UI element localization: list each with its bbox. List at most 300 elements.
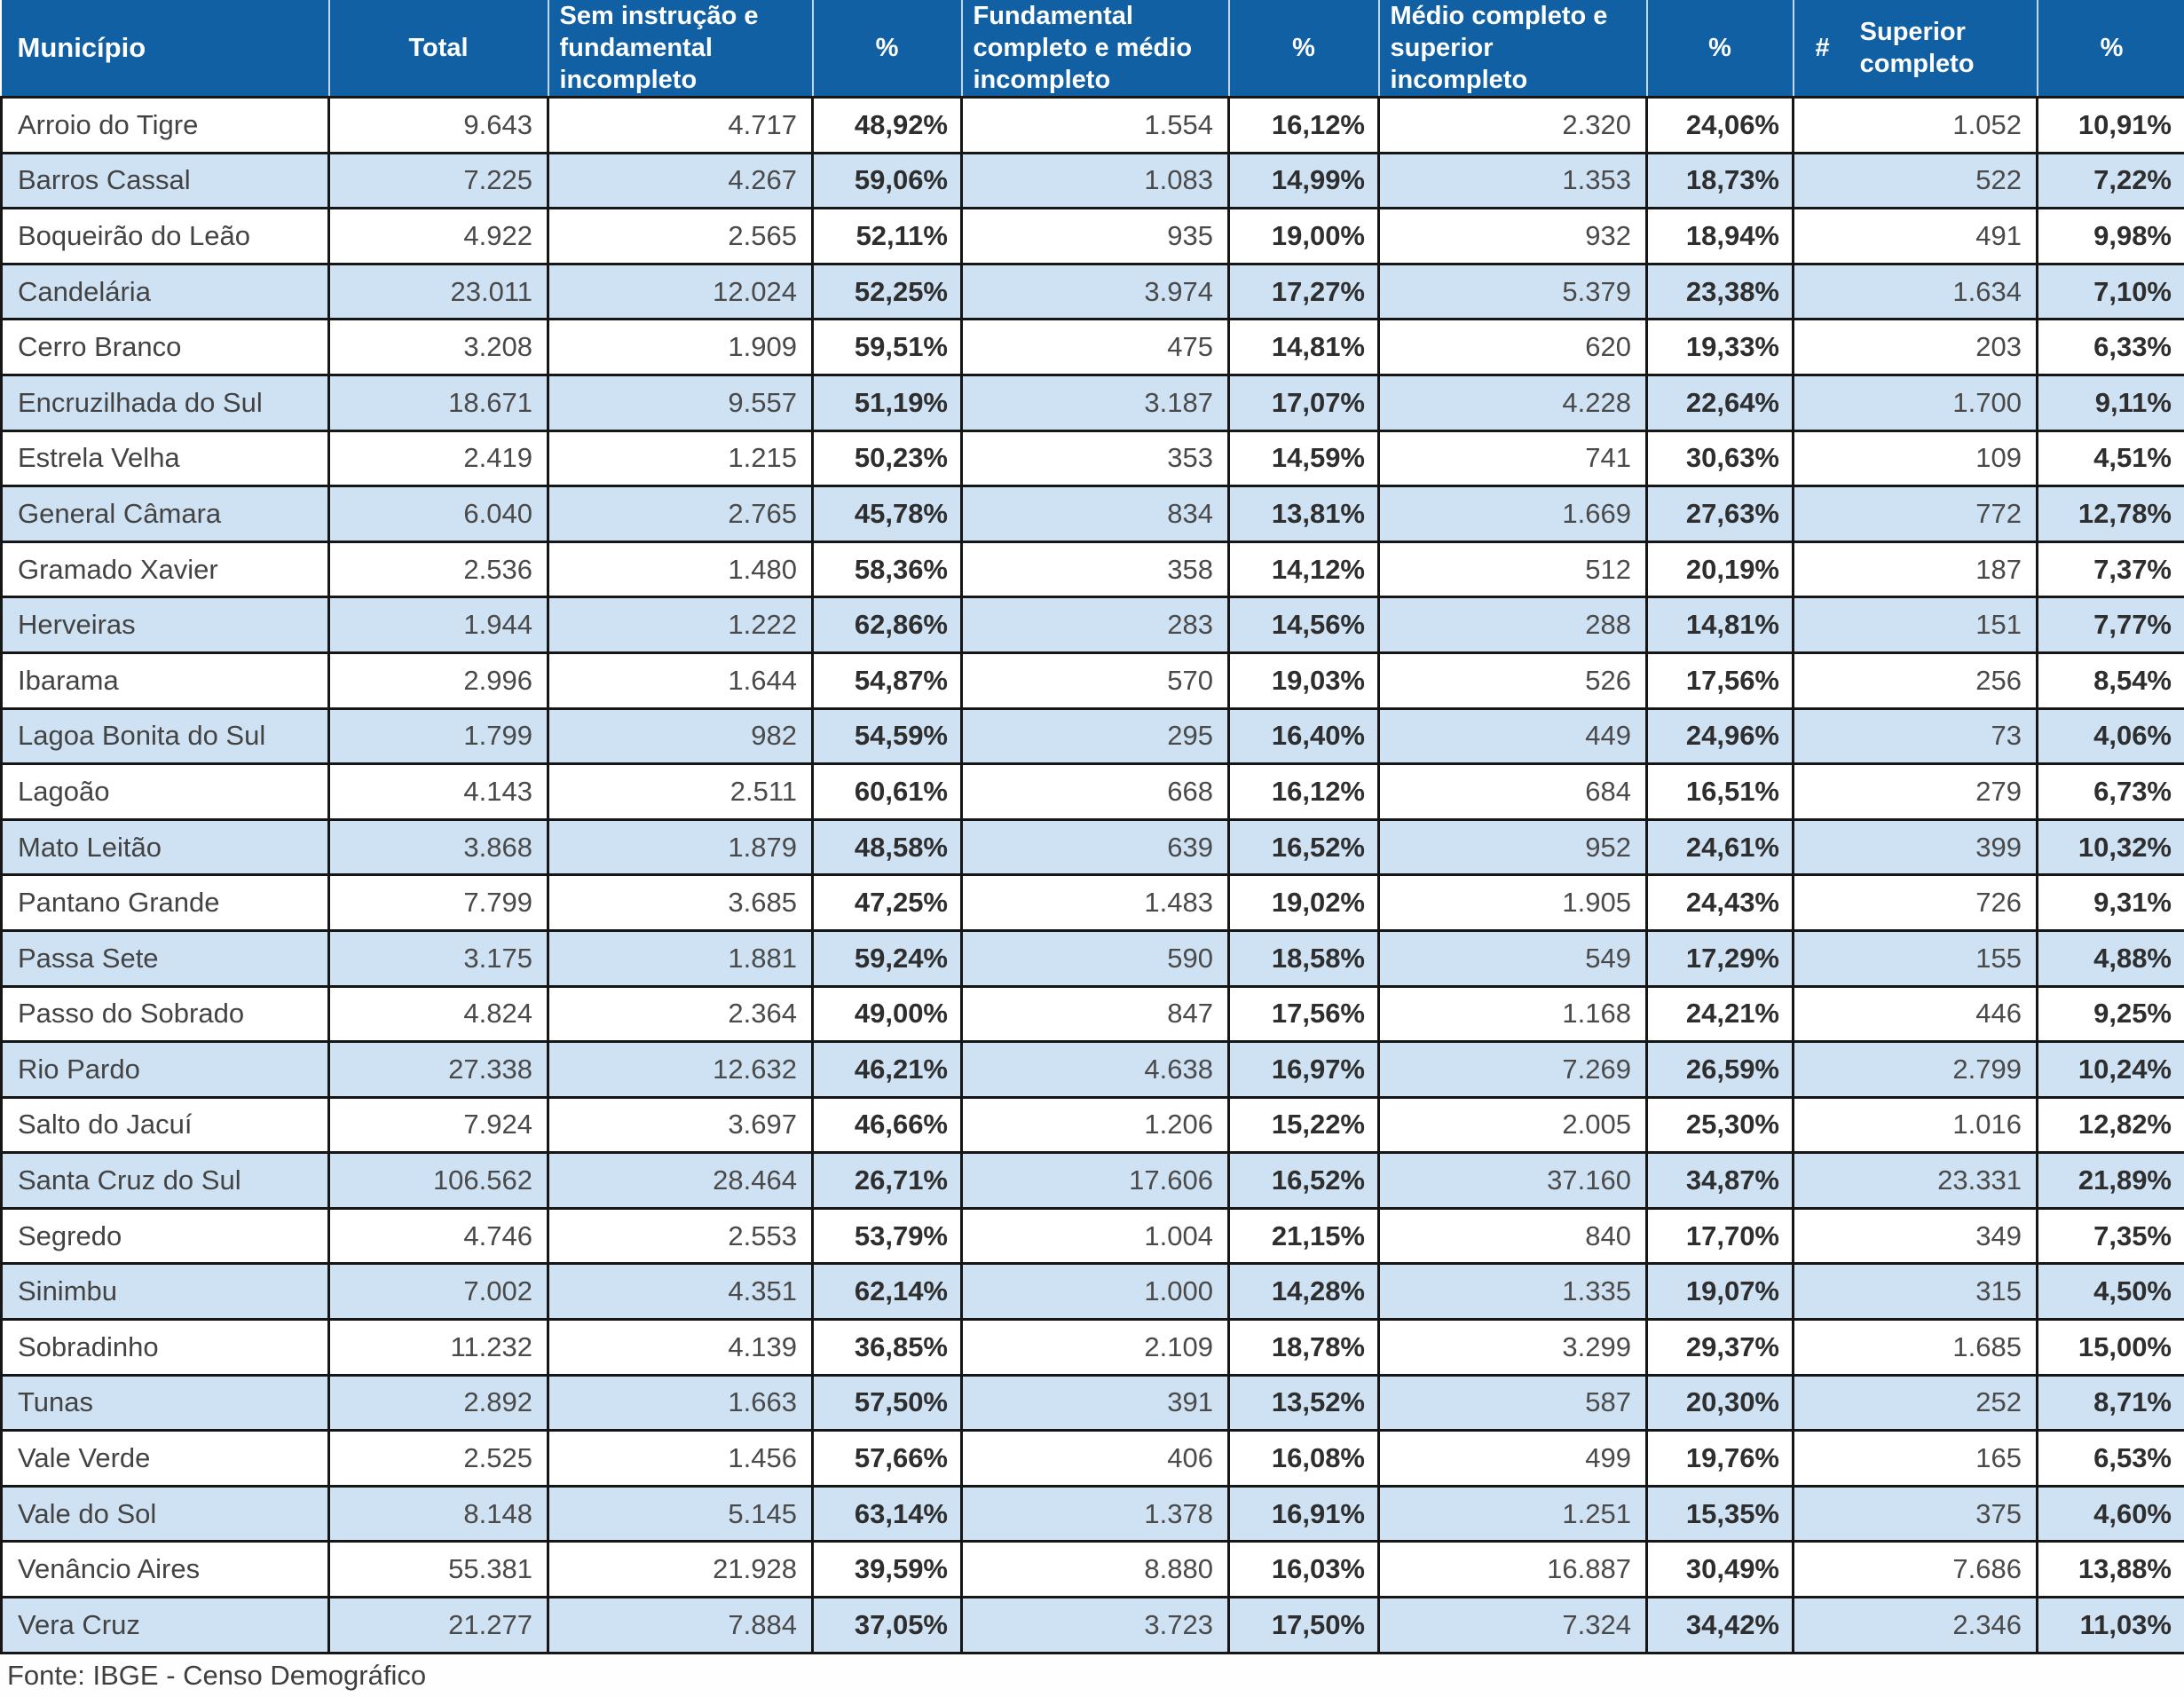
cell-superior-pct: 12,82% [2038, 1097, 2184, 1153]
cell-sem-instrucao: 2.511 [548, 764, 813, 820]
cell-municipio: Lagoão [2, 764, 329, 820]
cell-medio: 2.005 [1379, 1097, 1647, 1153]
table-row [2, 1542, 2184, 1598]
cell-fundamental-pct: 14,28% [1229, 1264, 1379, 1320]
cell-fundamental: 1.206 [962, 1097, 1229, 1153]
cell-medio-pct: 16,51% [1647, 764, 1794, 820]
table-row [2, 819, 2184, 875]
cell-fundamental-pct: 17,50% [1229, 1598, 1379, 1654]
cell-medio: 741 [1379, 430, 1647, 486]
cell-total: 21.277 [329, 1598, 548, 1654]
cell-medio: 7.324 [1379, 1598, 1647, 1654]
cell-total: 106.562 [329, 1153, 548, 1209]
cell-sem-instrucao: 1.215 [548, 430, 813, 486]
table-row [2, 1598, 2184, 1654]
cell-sem-instrucao: 1.480 [548, 541, 813, 597]
cell-total: 9.643 [329, 98, 548, 154]
cell-sem-instrucao-pct: 59,06% [813, 153, 962, 209]
cell-sem-instrucao: 1.663 [548, 1375, 813, 1431]
cell-total: 7.002 [329, 1264, 548, 1320]
table-row [2, 875, 2184, 931]
cell-fundamental: 353 [962, 430, 1229, 486]
cell-sem-instrucao: 9.557 [548, 375, 813, 430]
table-row [2, 930, 2184, 986]
cell-fundamental-pct: 16,52% [1229, 1153, 1379, 1209]
header-medio-pct: % [1647, 0, 1794, 98]
cell-municipio: Passo do Sobrado [2, 986, 329, 1042]
cell-fundamental-pct: 14,99% [1229, 153, 1379, 209]
cell-superior-pct: 7,77% [2038, 597, 2184, 653]
cell-fundamental-pct: 14,81% [1229, 320, 1379, 375]
table-header [2, 0, 2184, 98]
cell-superior: 1.685 [1794, 1320, 2038, 1376]
cell-medio: 684 [1379, 764, 1647, 820]
cell-sem-instrucao-pct: 62,86% [813, 597, 962, 653]
cell-superior-pct: 13,88% [2038, 1542, 2184, 1598]
cell-sem-instrucao-pct: 58,36% [813, 541, 962, 597]
cell-municipio: Barros Cassal [2, 153, 329, 209]
cell-sem-instrucao: 28.464 [548, 1153, 813, 1209]
table-row [2, 541, 2184, 597]
header-superior [1794, 0, 2038, 98]
cell-medio-pct: 17,56% [1647, 652, 1794, 708]
cell-medio: 2.320 [1379, 98, 1647, 154]
cell-total: 2.996 [329, 652, 548, 708]
table-body [2, 98, 2184, 1654]
cell-total: 18.671 [329, 375, 548, 430]
cell-total: 2.536 [329, 541, 548, 597]
cell-medio-pct: 25,30% [1647, 1097, 1794, 1153]
cell-medio: 37.160 [1379, 1153, 1647, 1209]
cell-sem-instrucao: 4.139 [548, 1320, 813, 1376]
cell-municipio: Gramado Xavier [2, 541, 329, 597]
cell-sem-instrucao: 1.881 [548, 930, 813, 986]
cell-sem-instrucao-pct: 54,59% [813, 708, 962, 764]
cell-fundamental: 639 [962, 819, 1229, 875]
cell-fundamental-pct: 18,58% [1229, 930, 1379, 986]
cell-medio-pct: 18,73% [1647, 153, 1794, 209]
cell-medio-pct: 23,38% [1647, 264, 1794, 320]
cell-superior: 165 [1794, 1431, 2038, 1487]
cell-medio: 5.379 [1379, 264, 1647, 320]
cell-medio-pct: 17,70% [1647, 1208, 1794, 1264]
cell-superior-pct: 4,50% [2038, 1264, 2184, 1320]
cell-superior-pct: 9,98% [2038, 209, 2184, 264]
cell-superior-pct: 6,33% [2038, 320, 2184, 375]
cell-fundamental: 391 [962, 1375, 1229, 1431]
cell-fundamental-pct: 21,15% [1229, 1208, 1379, 1264]
cell-medio: 1.353 [1379, 153, 1647, 209]
cell-sem-instrucao-pct: 45,78% [813, 486, 962, 542]
cell-total: 3.868 [329, 819, 548, 875]
cell-municipio: Sinimbu [2, 1264, 329, 1320]
cell-sem-instrucao: 2.765 [548, 486, 813, 542]
cell-medio-pct: 27,63% [1647, 486, 1794, 542]
table-row [2, 1097, 2184, 1153]
cell-fundamental: 406 [962, 1431, 1229, 1487]
cell-municipio: Vale Verde [2, 1431, 329, 1487]
header-municipio: Município [2, 0, 329, 98]
cell-medio: 932 [1379, 209, 1647, 264]
cell-municipio: Mato Leitão [2, 819, 329, 875]
cell-sem-instrucao-pct: 36,85% [813, 1320, 962, 1376]
cell-municipio: Tunas [2, 1375, 329, 1431]
table-row [2, 1431, 2184, 1487]
cell-sem-instrucao-pct: 47,25% [813, 875, 962, 931]
cell-municipio: Santa Cruz do Sul [2, 1153, 329, 1209]
cell-superior: 349 [1794, 1208, 2038, 1264]
cell-superior: 279 [1794, 764, 2038, 820]
cell-superior: 1.052 [1794, 98, 2038, 154]
cell-total: 11.232 [329, 1320, 548, 1376]
cell-sem-instrucao-pct: 63,14% [813, 1486, 962, 1542]
cell-medio: 1.335 [1379, 1264, 1647, 1320]
cell-municipio: Segredo [2, 1208, 329, 1264]
cell-medio: 512 [1379, 541, 1647, 597]
cell-superior: 155 [1794, 930, 2038, 986]
cell-medio-pct: 20,19% [1647, 541, 1794, 597]
cell-sem-instrucao: 7.884 [548, 1598, 813, 1654]
table-row [2, 1320, 2184, 1376]
table-row [2, 1042, 2184, 1098]
cell-sem-instrucao-pct: 50,23% [813, 430, 962, 486]
cell-fundamental: 1.378 [962, 1486, 1229, 1542]
cell-fundamental: 1.004 [962, 1208, 1229, 1264]
cell-municipio: Vera Cruz [2, 1598, 329, 1654]
table-row [2, 1208, 2184, 1264]
cell-medio-pct: 22,64% [1647, 375, 1794, 430]
header-fundamental-pct: % [1229, 0, 1379, 98]
cell-fundamental: 3.723 [962, 1598, 1229, 1654]
cell-fundamental-pct: 17,07% [1229, 375, 1379, 430]
cell-fundamental: 1.000 [962, 1264, 1229, 1320]
cell-fundamental-pct: 16,12% [1229, 764, 1379, 820]
cell-fundamental-pct: 18,78% [1229, 1320, 1379, 1376]
cell-medio-pct: 19,33% [1647, 320, 1794, 375]
cell-superior: 256 [1794, 652, 2038, 708]
cell-total: 4.922 [329, 209, 548, 264]
cell-municipio: Encruzilhada do Sul [2, 375, 329, 430]
cell-municipio: Estrela Velha [2, 430, 329, 486]
cell-medio-pct: 34,42% [1647, 1598, 1794, 1654]
cell-total: 6.040 [329, 486, 548, 542]
cell-superior-pct: 4,60% [2038, 1486, 2184, 1542]
cell-superior: 203 [1794, 320, 2038, 375]
cell-fundamental-pct: 19,02% [1229, 875, 1379, 931]
cell-total: 3.175 [329, 930, 548, 986]
cell-superior-pct: 4,06% [2038, 708, 2184, 764]
cell-superior: 446 [1794, 986, 2038, 1042]
cell-total: 7.799 [329, 875, 548, 931]
cell-fundamental: 570 [962, 652, 1229, 708]
cell-superior-pct: 7,35% [2038, 1208, 2184, 1264]
cell-sem-instrucao-pct: 59,24% [813, 930, 962, 986]
cell-fundamental: 3.187 [962, 375, 1229, 430]
cell-fundamental-pct: 16,52% [1229, 819, 1379, 875]
cell-total: 55.381 [329, 1542, 548, 1598]
cell-medio-pct: 30,49% [1647, 1542, 1794, 1598]
cell-sem-instrucao: 21.928 [548, 1542, 813, 1598]
cell-sem-instrucao-pct: 46,66% [813, 1097, 962, 1153]
cell-sem-instrucao-pct: 57,50% [813, 1375, 962, 1431]
cell-sem-instrucao-pct: 46,21% [813, 1042, 962, 1098]
cell-fundamental: 2.109 [962, 1320, 1229, 1376]
cell-superior-pct: 10,91% [2038, 98, 2184, 154]
cell-superior-pct: 11,03% [2038, 1598, 2184, 1654]
cell-medio-pct: 20,30% [1647, 1375, 1794, 1431]
cell-medio-pct: 29,37% [1647, 1320, 1794, 1376]
cell-sem-instrucao-pct: 59,51% [813, 320, 962, 375]
cell-medio: 1.251 [1379, 1486, 1647, 1542]
cell-medio: 4.228 [1379, 375, 1647, 430]
cell-municipio: Arroio do Tigre [2, 98, 329, 154]
cell-medio: 1.168 [1379, 986, 1647, 1042]
cell-total: 7.225 [329, 153, 548, 209]
cell-superior-pct: 7,10% [2038, 264, 2184, 320]
cell-total: 2.419 [329, 430, 548, 486]
cell-medio-pct: 19,76% [1647, 1431, 1794, 1487]
table-row [2, 320, 2184, 375]
header-superior-label: Superior completo [1860, 16, 2002, 80]
cell-medio-pct: 26,59% [1647, 1042, 1794, 1098]
cell-medio-pct: 14,81% [1647, 597, 1794, 653]
cell-fundamental: 3.974 [962, 264, 1229, 320]
table-row [2, 153, 2184, 209]
cell-total: 1.799 [329, 708, 548, 764]
cell-sem-instrucao-pct: 52,25% [813, 264, 962, 320]
cell-superior: 252 [1794, 1375, 2038, 1431]
cell-total: 27.338 [329, 1042, 548, 1098]
cell-fundamental-pct: 16,91% [1229, 1486, 1379, 1542]
cell-sem-instrucao: 2.553 [548, 1208, 813, 1264]
cell-fundamental: 283 [962, 597, 1229, 653]
cell-superior-pct: 10,24% [2038, 1042, 2184, 1098]
cell-fundamental: 1.083 [962, 153, 1229, 209]
cell-sem-instrucao-pct: 39,59% [813, 1542, 962, 1598]
table-row [2, 764, 2184, 820]
cell-sem-instrucao: 2.565 [548, 209, 813, 264]
cell-medio: 288 [1379, 597, 1647, 653]
cell-superior-pct: 8,71% [2038, 1375, 2184, 1431]
cell-superior-pct: 21,89% [2038, 1153, 2184, 1209]
cell-fundamental-pct: 16,08% [1229, 1431, 1379, 1487]
cell-total: 2.892 [329, 1375, 548, 1431]
header-superior-hash: # [1816, 32, 1830, 64]
cell-medio-pct: 24,06% [1647, 98, 1794, 154]
cell-medio-pct: 17,29% [1647, 930, 1794, 986]
cell-municipio: Vale do Sol [2, 1486, 329, 1542]
cell-fundamental: 935 [962, 209, 1229, 264]
cell-superior-pct: 10,32% [2038, 819, 2184, 875]
cell-sem-instrucao: 4.351 [548, 1264, 813, 1320]
cell-superior-pct: 15,00% [2038, 1320, 2184, 1376]
table-row [2, 986, 2184, 1042]
cell-sem-instrucao: 4.717 [548, 98, 813, 154]
cell-medio: 549 [1379, 930, 1647, 986]
cell-medio: 1.905 [1379, 875, 1647, 931]
cell-municipio: Venâncio Aires [2, 1542, 329, 1598]
cell-sem-instrucao-pct: 51,19% [813, 375, 962, 430]
cell-fundamental: 358 [962, 541, 1229, 597]
cell-fundamental: 834 [962, 486, 1229, 542]
cell-sem-instrucao: 1.879 [548, 819, 813, 875]
cell-sem-instrucao: 3.685 [548, 875, 813, 931]
cell-superior-pct: 12,78% [2038, 486, 2184, 542]
cell-medio: 587 [1379, 1375, 1647, 1431]
cell-sem-instrucao: 3.697 [548, 1097, 813, 1153]
cell-fundamental: 590 [962, 930, 1229, 986]
cell-superior-pct: 8,54% [2038, 652, 2184, 708]
cell-fundamental-pct: 14,12% [1229, 541, 1379, 597]
table-row [2, 1375, 2184, 1431]
cell-medio: 499 [1379, 1431, 1647, 1487]
cell-fundamental: 1.554 [962, 98, 1229, 154]
cell-superior-pct: 6,53% [2038, 1431, 2184, 1487]
cell-superior-pct: 9,25% [2038, 986, 2184, 1042]
cell-superior-pct: 7,37% [2038, 541, 2184, 597]
cell-sem-instrucao-pct: 48,58% [813, 819, 962, 875]
table-row [2, 486, 2184, 542]
cell-fundamental: 475 [962, 320, 1229, 375]
cell-superior-pct: 4,88% [2038, 930, 2184, 986]
cell-total: 23.011 [329, 264, 548, 320]
cell-fundamental-pct: 14,56% [1229, 597, 1379, 653]
cell-total: 4.746 [329, 1208, 548, 1264]
cell-total: 7.924 [329, 1097, 548, 1153]
cell-superior-pct: 7,22% [2038, 153, 2184, 209]
header-sem-instrucao: Sem instrução e fundamental incompleto [548, 0, 813, 98]
cell-fundamental-pct: 17,56% [1229, 986, 1379, 1042]
cell-medio: 620 [1379, 320, 1647, 375]
cell-superior: 1.634 [1794, 264, 2038, 320]
cell-superior: 2.799 [1794, 1042, 2038, 1098]
cell-total: 3.208 [329, 320, 548, 375]
cell-sem-instrucao-pct: 57,66% [813, 1431, 962, 1487]
cell-fundamental: 1.483 [962, 875, 1229, 931]
cell-fundamental: 295 [962, 708, 1229, 764]
cell-superior: 399 [1794, 819, 2038, 875]
cell-superior: 109 [1794, 430, 2038, 486]
cell-sem-instrucao-pct: 52,11% [813, 209, 962, 264]
cell-superior: 726 [1794, 875, 2038, 931]
cell-superior: 73 [1794, 708, 2038, 764]
cell-superior-pct: 6,73% [2038, 764, 2184, 820]
cell-municipio: Boqueirão do Leão [2, 209, 329, 264]
cell-municipio: Ibarama [2, 652, 329, 708]
cell-fundamental-pct: 17,27% [1229, 264, 1379, 320]
cell-fundamental: 4.638 [962, 1042, 1229, 1098]
cell-total: 2.525 [329, 1431, 548, 1487]
table-row [2, 652, 2184, 708]
cell-sem-instrucao-pct: 53,79% [813, 1208, 962, 1264]
cell-superior: 1.700 [1794, 375, 2038, 430]
cell-medio: 7.269 [1379, 1042, 1647, 1098]
cell-medio: 3.299 [1379, 1320, 1647, 1376]
cell-sem-instrucao: 1.456 [548, 1431, 813, 1487]
cell-sem-instrucao: 982 [548, 708, 813, 764]
cell-sem-instrucao: 12.024 [548, 264, 813, 320]
cell-superior: 375 [1794, 1486, 2038, 1542]
cell-medio: 526 [1379, 652, 1647, 708]
table-row [2, 1486, 2184, 1542]
cell-fundamental-pct: 16,97% [1229, 1042, 1379, 1098]
cell-medio-pct: 15,35% [1647, 1486, 1794, 1542]
cell-total: 4.143 [329, 764, 548, 820]
cell-fundamental-pct: 19,00% [1229, 209, 1379, 264]
cell-superior: 7.686 [1794, 1542, 2038, 1598]
cell-superior: 1.016 [1794, 1097, 2038, 1153]
cell-municipio: Rio Pardo [2, 1042, 329, 1098]
cell-medio: 16.887 [1379, 1542, 1647, 1598]
cell-medio-pct: 24,43% [1647, 875, 1794, 931]
cell-superior-pct: 9,11% [2038, 375, 2184, 430]
cell-superior: 522 [1794, 153, 2038, 209]
cell-municipio: Candelária [2, 264, 329, 320]
cell-superior: 491 [1794, 209, 2038, 264]
table-row [2, 1153, 2184, 1209]
cell-sem-instrucao: 12.632 [548, 1042, 813, 1098]
cell-total: 4.824 [329, 986, 548, 1042]
cell-medio: 952 [1379, 819, 1647, 875]
cell-superior: 151 [1794, 597, 2038, 653]
cell-municipio: Sobradinho [2, 1320, 329, 1376]
cell-sem-instrucao-pct: 48,92% [813, 98, 962, 154]
table-row [2, 264, 2184, 320]
header-row [2, 0, 2184, 98]
table-row [2, 98, 2184, 154]
header-superior-pct: % [2038, 0, 2184, 98]
cell-medio: 1.669 [1379, 486, 1647, 542]
cell-medio-pct: 24,96% [1647, 708, 1794, 764]
cell-municipio: Herveiras [2, 597, 329, 653]
table-row [2, 597, 2184, 653]
cell-superior-pct: 4,51% [2038, 430, 2184, 486]
cell-total: 1.944 [329, 597, 548, 653]
table-row [2, 1264, 2184, 1320]
table-row [2, 708, 2184, 764]
cell-total: 8.148 [329, 1486, 548, 1542]
cell-sem-instrucao: 2.364 [548, 986, 813, 1042]
cell-fundamental: 8.880 [962, 1542, 1229, 1598]
cell-municipio: Cerro Branco [2, 320, 329, 375]
header-sem-instrucao-pct: % [813, 0, 962, 98]
cell-sem-instrucao-pct: 62,14% [813, 1264, 962, 1320]
cell-sem-instrucao-pct: 60,61% [813, 764, 962, 820]
table-row [2, 375, 2184, 430]
cell-fundamental-pct: 13,52% [1229, 1375, 1379, 1431]
cell-municipio: Pantano Grande [2, 875, 329, 931]
cell-medio-pct: 30,63% [1647, 430, 1794, 486]
cell-superior: 315 [1794, 1264, 2038, 1320]
cell-sem-instrucao-pct: 37,05% [813, 1598, 962, 1654]
cell-medio-pct: 18,94% [1647, 209, 1794, 264]
cell-medio-pct: 19,07% [1647, 1264, 1794, 1320]
cell-fundamental-pct: 19,03% [1229, 652, 1379, 708]
cell-sem-instrucao-pct: 49,00% [813, 986, 962, 1042]
cell-fundamental: 17.606 [962, 1153, 1229, 1209]
cell-sem-instrucao: 5.145 [548, 1486, 813, 1542]
header-fundamental: Fundamental completo e médio incompleto [962, 0, 1229, 98]
cell-medio-pct: 34,87% [1647, 1153, 1794, 1209]
cell-sem-instrucao: 4.267 [548, 153, 813, 209]
cell-sem-instrucao-pct: 54,87% [813, 652, 962, 708]
cell-sem-instrucao: 1.909 [548, 320, 813, 375]
cell-superior-pct: 9,31% [2038, 875, 2184, 931]
cell-superior: 772 [1794, 486, 2038, 542]
cell-municipio: Lagoa Bonita do Sul [2, 708, 329, 764]
table-row [2, 209, 2184, 264]
header-medio: Médio completo e superior incompleto [1379, 0, 1647, 98]
